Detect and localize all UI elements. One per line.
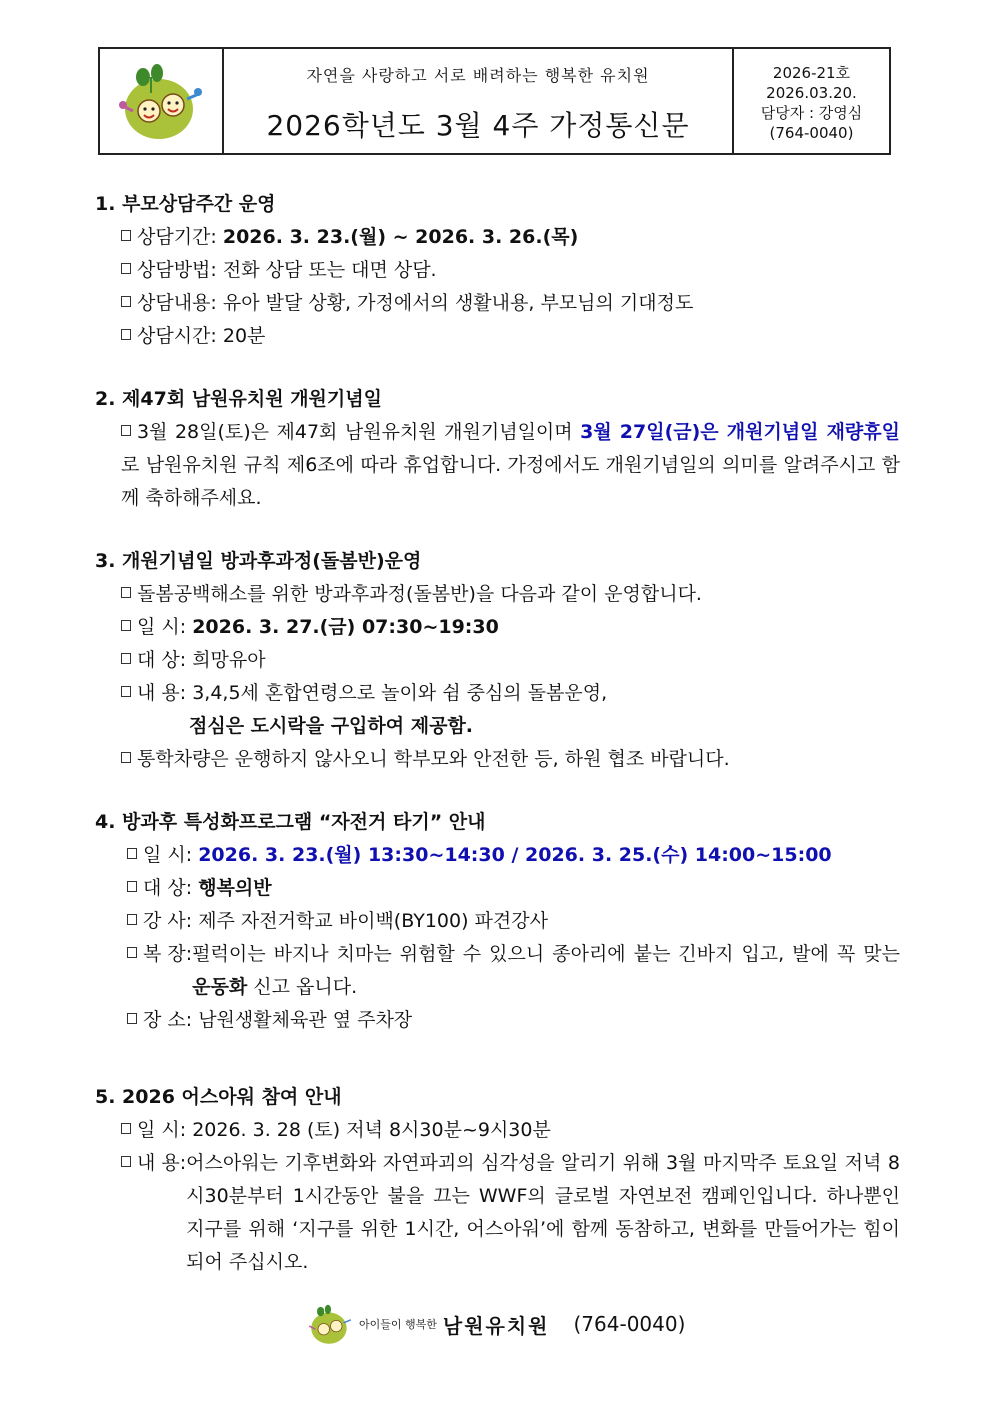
item-value: 2026. 3. 23.(월) ~ 2026. 3. 26.(목) bbox=[222, 226, 579, 248]
checkbox-bullet-icon bbox=[121, 1123, 131, 1134]
lunch-note: 점심은 도시락을 구입하여 제공함. bbox=[189, 715, 474, 737]
footer bbox=[305, 1302, 685, 1346]
list-item bbox=[95, 254, 900, 287]
item-text: 일 시: 2026. 3. 28 (토) 저녁 8시30분~9시30분 bbox=[137, 1119, 551, 1141]
bold-text: 운동화 bbox=[192, 976, 248, 998]
paragraph bbox=[95, 416, 900, 515]
item-text: 내 용: 3,4,5세 혼합연령으로 놀이와 쉼 중심의 돌봄운영, bbox=[137, 682, 608, 704]
list-item bbox=[95, 743, 900, 776]
item-label: 대 상: bbox=[143, 877, 199, 899]
kindergarten-logo-icon bbox=[305, 1302, 355, 1346]
para-text: 3월 28일(토)은 제47회 남원유치원 개원기념일이며 bbox=[137, 421, 581, 443]
footer-name: 남원유치원 bbox=[442, 1313, 550, 1338]
list-item bbox=[95, 938, 900, 1004]
list-item bbox=[95, 611, 900, 644]
checkbox-bullet-icon bbox=[127, 947, 137, 958]
section-title: 3. 개원기념일 방과후과정(돌봄반)운영 bbox=[95, 550, 422, 572]
list-item bbox=[95, 578, 900, 611]
title-cell bbox=[224, 49, 734, 153]
item-label: 일 시: bbox=[137, 616, 193, 638]
newsletter-title: 2026학년도 3월 4주 가정통신문 bbox=[266, 109, 690, 142]
footer-motto: 아이들이 행복한 bbox=[359, 1318, 437, 1331]
item-text: 돌봄공백해소를 위한 방과후과정(돌봄반)을 다음과 같이 운영합니다. bbox=[137, 583, 702, 605]
list-item bbox=[95, 677, 900, 710]
item-text: 통학차량은 운행하지 않사오니 학부모와 안전한 등, 하원 협조 바랍니다. bbox=[137, 748, 730, 770]
item-value: 행복의반 bbox=[198, 877, 272, 899]
newsletter-body bbox=[95, 188, 900, 1309]
item-label-wrap bbox=[127, 938, 192, 1004]
checkbox-bullet-icon bbox=[127, 914, 137, 925]
checkbox-bullet-icon bbox=[121, 425, 131, 436]
list-item bbox=[95, 1004, 900, 1037]
checkbox-bullet-icon bbox=[127, 1013, 137, 1024]
footer-phone: (764-0040) bbox=[573, 1312, 686, 1336]
section-bicycle-program bbox=[95, 806, 900, 1037]
item-label-wrap bbox=[121, 1147, 186, 1279]
info-cell bbox=[734, 49, 889, 153]
checkbox-bullet-icon bbox=[121, 620, 131, 631]
item-text-wrap bbox=[192, 938, 900, 1004]
section-title: 2. 제47회 남원유치원 개원기념일 bbox=[95, 388, 382, 410]
phone-number: (764-0040) bbox=[769, 124, 854, 142]
list-item bbox=[95, 872, 900, 905]
item-text: 대 상: 희망유아 bbox=[137, 649, 266, 671]
section-afterschool-care bbox=[95, 545, 900, 776]
section-parent-counseling bbox=[95, 188, 900, 353]
section-title: 1. 부모상담주간 운영 bbox=[95, 193, 276, 215]
item-text: 상담시간: 20분 bbox=[137, 325, 266, 347]
list-item bbox=[95, 1147, 900, 1279]
section-anniversary bbox=[95, 383, 900, 515]
checkbox-bullet-icon bbox=[121, 752, 131, 763]
checkbox-bullet-icon bbox=[121, 329, 131, 340]
item-value: 2026. 3. 27.(금) 07:30~19:30 bbox=[192, 616, 499, 638]
checkbox-bullet-icon bbox=[121, 263, 131, 274]
list-item bbox=[95, 221, 900, 254]
section-title: 5. 2026 어스아워 참여 안내 bbox=[95, 1086, 342, 1108]
slogan: 자연을 사랑하고 서로 배려하는 행복한 유치원 bbox=[306, 66, 650, 85]
item-text: 펄럭이는 바지나 치마는 위험할 수 있으니 종아리에 붙는 긴바지 입고, 발에 꼭 맞는 bbox=[192, 943, 900, 965]
item-text: 신고 옵니다. bbox=[247, 976, 358, 998]
kindergarten-logo-icon bbox=[113, 59, 209, 143]
checkbox-bullet-icon bbox=[121, 587, 131, 598]
item-text: 상담내용: 유아 발달 상황, 가정에서의 생활내용, 부모님의 기대정도 bbox=[137, 292, 694, 314]
checkbox-bullet-icon bbox=[121, 296, 131, 307]
list-item bbox=[95, 644, 900, 677]
item-label: 내 용: bbox=[137, 1152, 187, 1174]
header-box bbox=[98, 47, 891, 155]
item-text: 상담방법: 전화 상담 또는 대면 상담. bbox=[137, 259, 437, 281]
issue-number: 2026-21호 bbox=[772, 64, 851, 82]
item-label: 상담기간: bbox=[137, 226, 223, 248]
list-item bbox=[95, 320, 900, 353]
list-item bbox=[95, 1114, 900, 1147]
list-item bbox=[95, 905, 900, 938]
item-text: 강 사: 제주 자전거학교 바이백(BY100) 파견강사 bbox=[143, 910, 548, 932]
checkbox-bullet-icon bbox=[121, 686, 131, 697]
item-label: 복 장: bbox=[143, 943, 193, 965]
manager: 담당자 : 강영심 bbox=[760, 104, 863, 122]
checkbox-bullet-icon bbox=[121, 653, 131, 664]
item-value: 2026. 3. 23.(월) 13:30~14:30 / 2026. 3. 25.(수) 14:00~15:00 bbox=[198, 844, 832, 866]
issue-date: 2026.03.20. bbox=[766, 84, 857, 102]
checkbox-bullet-icon bbox=[121, 230, 131, 241]
checkbox-bullet-icon bbox=[127, 848, 137, 859]
section-title: 4. 방과후 특성화프로그램 “자전거 타기” 안내 bbox=[95, 811, 486, 833]
highlight-text: 3월 27일(금)은 개원기념일 재량휴일 bbox=[580, 421, 900, 443]
section-earth-hour bbox=[95, 1081, 900, 1279]
item-text: 어스아워는 기후변화와 자연파괴의 심각성을 알리기 위해 3월 마지막주 토요일 저녁 8시30분부터 1시간동안 불을 끄는 WWF의 글로벌 자연보전 캠페인입니다. 하나뿐인 지구를 위해 ‘지구를 위한 1시간, 어스아워’에 함께 동참하고, 변화를 만들어가는 힘이 되어 주십시오. bbox=[186, 1152, 900, 1273]
para-text: 로 남원유치원 규칙 제6조에 따라 휴업합니다. 가정에서도 개원기념일의 의미를 알려주시고 함께 축하해주세요. bbox=[121, 454, 900, 509]
list-item bbox=[95, 287, 900, 320]
item-label: 일 시: bbox=[143, 844, 199, 866]
item-text: 장 소: 남원생활체육관 옆 주차장 bbox=[143, 1009, 413, 1031]
logo-cell bbox=[100, 49, 224, 153]
checkbox-bullet-icon bbox=[127, 881, 137, 892]
list-item bbox=[95, 839, 900, 872]
checkbox-bullet-icon bbox=[121, 1156, 131, 1167]
